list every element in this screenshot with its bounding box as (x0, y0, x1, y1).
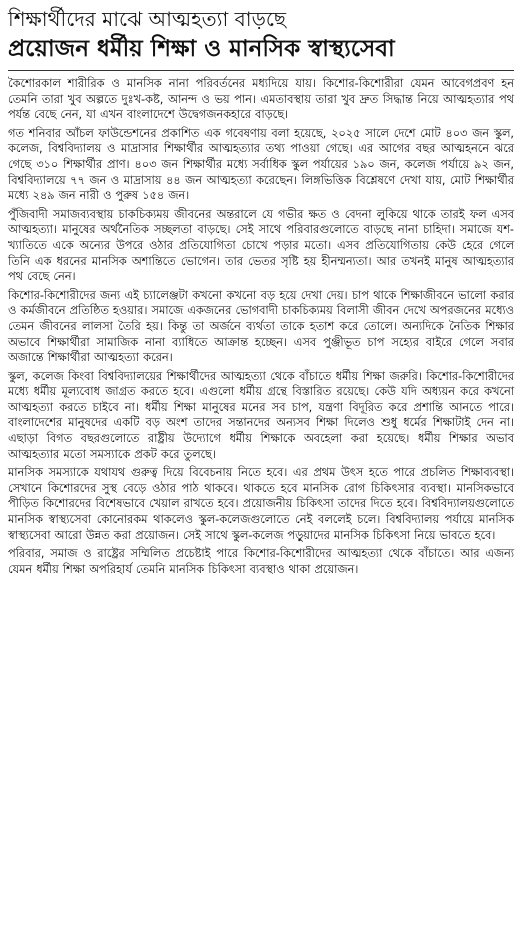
article-paragraph: কৈশোরকাল শারীরিক ও মানসিক নানা পরিবর্তনের মধ্যদিয়ে যায়। কিশোর-কিশোরীরা যেমন আবেগপ্রবণ হন তেমনি তারা খুব অল্পতে দুঃখ-কষ্ট, আনন্দ ও ভয় পান। এমতাবস্থায় তারা খুব দ্রুত সিদ্ধান্ত নিয়ে আত্মহত্যার পথ পর্যন্ত বেছে নেন, যা এখন বাংলাদেশে উদ্বেগজনকহারে বাড়ছে। (8, 77, 514, 122)
article-paragraph: পরিবার, সমাজ ও রাষ্ট্রের সম্মিলিত প্রচেষ্টাই পারে কিশোর-কিশোরীদের আত্মহত্যা থেকে বাঁচাতে। আর এজন্য যেমন ধর্মীয় শিক্ষা অপরিহার্য তেমনি মানসিক চিকিৎসা ব্যবস্থাও থাকা প্রয়োজন। (8, 547, 514, 576)
article-paragraph: কিশোর-কিশোরীদের জন্য এই চ্যালেঞ্জটা কখনো কখনো বড় হয়ে দেখা দেয়। চাপ থাকে শিক্ষাজীবনে ভালো করার ও কর্মজীবনে প্রতিষ্ঠিত হওয়ার। সমাজে একজনের ভোগবাদী চাকচিক্যময় বিলাসী জীবন দেখে অপরজনের মধ্যেও তেমন জীবনের লালসা তৈরি হয়। কিন্তু তা অর্জনে ব্যর্থতা তাকে হতাশ করে তোলে। অন্যদিকে নৈতিক শিক্ষার অভাবে শিক্ষার্থীরা সামাজিক নানা ব্যাধিতে আক্রান্ত হচ্ছেন। এসব পুঞ্জীভূত চাপ সহ্যের বাইরে গেলে সবার অজান্তে শিক্ষার্থীরা আত্মহত্যা করেন। (8, 288, 514, 365)
article-headline: প্রয়োজন ধর্মীয় শিক্ষা ও মানসিক স্বাস্থ্যসেবা (8, 36, 395, 62)
article-paragraph: মানসিক সমস্যাকে যথাযথ গুরুত্ব দিয়ে বিবেচনায় নিতে হবে। এর প্রথম উৎস হতে পারে প্রচলিত শিক্ষাব্যবস্থা। সেখানে কিশোরদের সুস্থ বেড়ে ওঠার পাঠ থাকবে। থাকতে হবে মানসিক রোগ চিকিৎসার ব্যবস্থা। মানসিকভাবে পীড়িত কিশোরদের বিশেষভাবে খেয়াল রাখতে হবে। প্রয়োজনীয় চিকিৎসা তাদের দিতে হবে। বিশ্ববিদ্যালয়গুলোতে মানসিক স্বাস্থ্যসেবা কোনোরকম থাকলেও স্কুল-কলেজগুলোতে নেই বললেই চলে। বিশ্ববিদ্যালয় পর্যায়ে মানসিক স্বাস্থ্যসেবা আরো উন্নত করা প্রয়োজন। সেই সাথে স্কুল-কলেজ পড়ুয়াদের মানসিক চিকিৎসা নিয়ে ভাবতে হবে। (8, 466, 514, 542)
headline-divider (8, 70, 514, 71)
article-body (8, 76, 514, 577)
article-paragraph: স্কুল, কলেজ কিংবা বিশ্ববিদ্যালয়ের শিক্ষার্থীদের আত্মহত্যা থেকে বাঁচাতে ধর্মীয় শিক্ষা জরুরি। কিশোর-কিশোরীদের মধ্যে ধর্মীয় মূল্যবোধ জাগ্রত করতে হবে। এগুলো ধর্মীয় গ্রন্থে বিস্তারিত রয়েছে। কেউ যদি অধ্যয়ন করে কখনো আত্মহত্যা করতে চাইবে না। ধর্মীয় শিক্ষা মানুষের মনের সব চাপ, যন্ত্রণা বিদূরিত করে প্রশান্তি আনতে পারে। বাংলাদেশের মানুষদের একটি বড় অংশ তাদের সন্তানদের অন্যসব শিক্ষা দিলেও শুধু ধর্মের শিক্ষাটাই দেন না। এছাড়া বিগত বছরগুলোতে রাষ্ট্রীয় উদ্যোগে ধর্মীয় শিক্ষাকে অবহেলা করা হয়েছে। ধর্মীয় শিক্ষার অভাব আত্মহত্যার মতো সমস্যাকে প্রকট করে তুলছে। (8, 369, 514, 461)
article-paragraph: পুঁজিবাদী সমাজব্যবস্থায় চাকচিক্যময় জীবনের অন্তরালে যে গভীর ক্ষত ও বেদনা লুকিয়ে থাকে তারই ফল এসব আত্মহত্যা। মানুষের অর্থনৈতিক সচ্ছলতা বাড়ছে। সেই সাথে পরিবারগুলোতে বাড়ছে নানা চাহিদা। সমাজে যশ-খ্যাতিতে একে অন্যের উপরে ওঠার প্রতিযোগিতা চোখে পড়ার মতো। এসব প্রতিযোগিতায় কেউ হেরে গেলে তিনি এক ধরনের মানসিক অশান্তিতে ভোগেন। তার ভেতর সৃষ্টি হয় হীনম্মন্যতা। আর তখনই মানুষ আত্মহত্যার পথ বেছে নেন। (8, 207, 514, 284)
article-paragraph: গত শনিবার আঁচল ফাউন্ডেশনের প্রকাশিত এক গবেষণায় বলা হয়েছে, ২০২৫ সালে দেশে মোট ৪০৩ জন স্কুল, কলেজ, বিশ্ববিদ্যালয় ও মাদ্রাসার শিক্ষার্থীর আত্মহত্যার তথ্য পাওয়া গেছে। এর আগের বছর আত্মহননে ঝরে গেছে ৩১০ শিক্ষার্থীর প্রাণ। ৪০৩ জন শিক্ষার্থীর মধ্যে সর্বাধিক স্কুল পর্যায়ের ১৯০ জন, কলেজ পর্যায়ে ৯২ জন, বিশ্ববিদ্যালয়ে ৭৭ জন ও মাদ্রাসায় ৪৪ জন আত্মহত্যা করেছেন। লিঙ্গভিত্তিক বিশ্লেষণে দেখা যায়, মোট শিক্ষার্থীর মধ্যে ২৪৯ জন নারী ও পুরুষ ১৫৪ জন। (8, 126, 514, 203)
article-kicker: শিক্ষার্থীদের মাঝে আত্মহত্যা বাড়ছে (8, 7, 287, 31)
